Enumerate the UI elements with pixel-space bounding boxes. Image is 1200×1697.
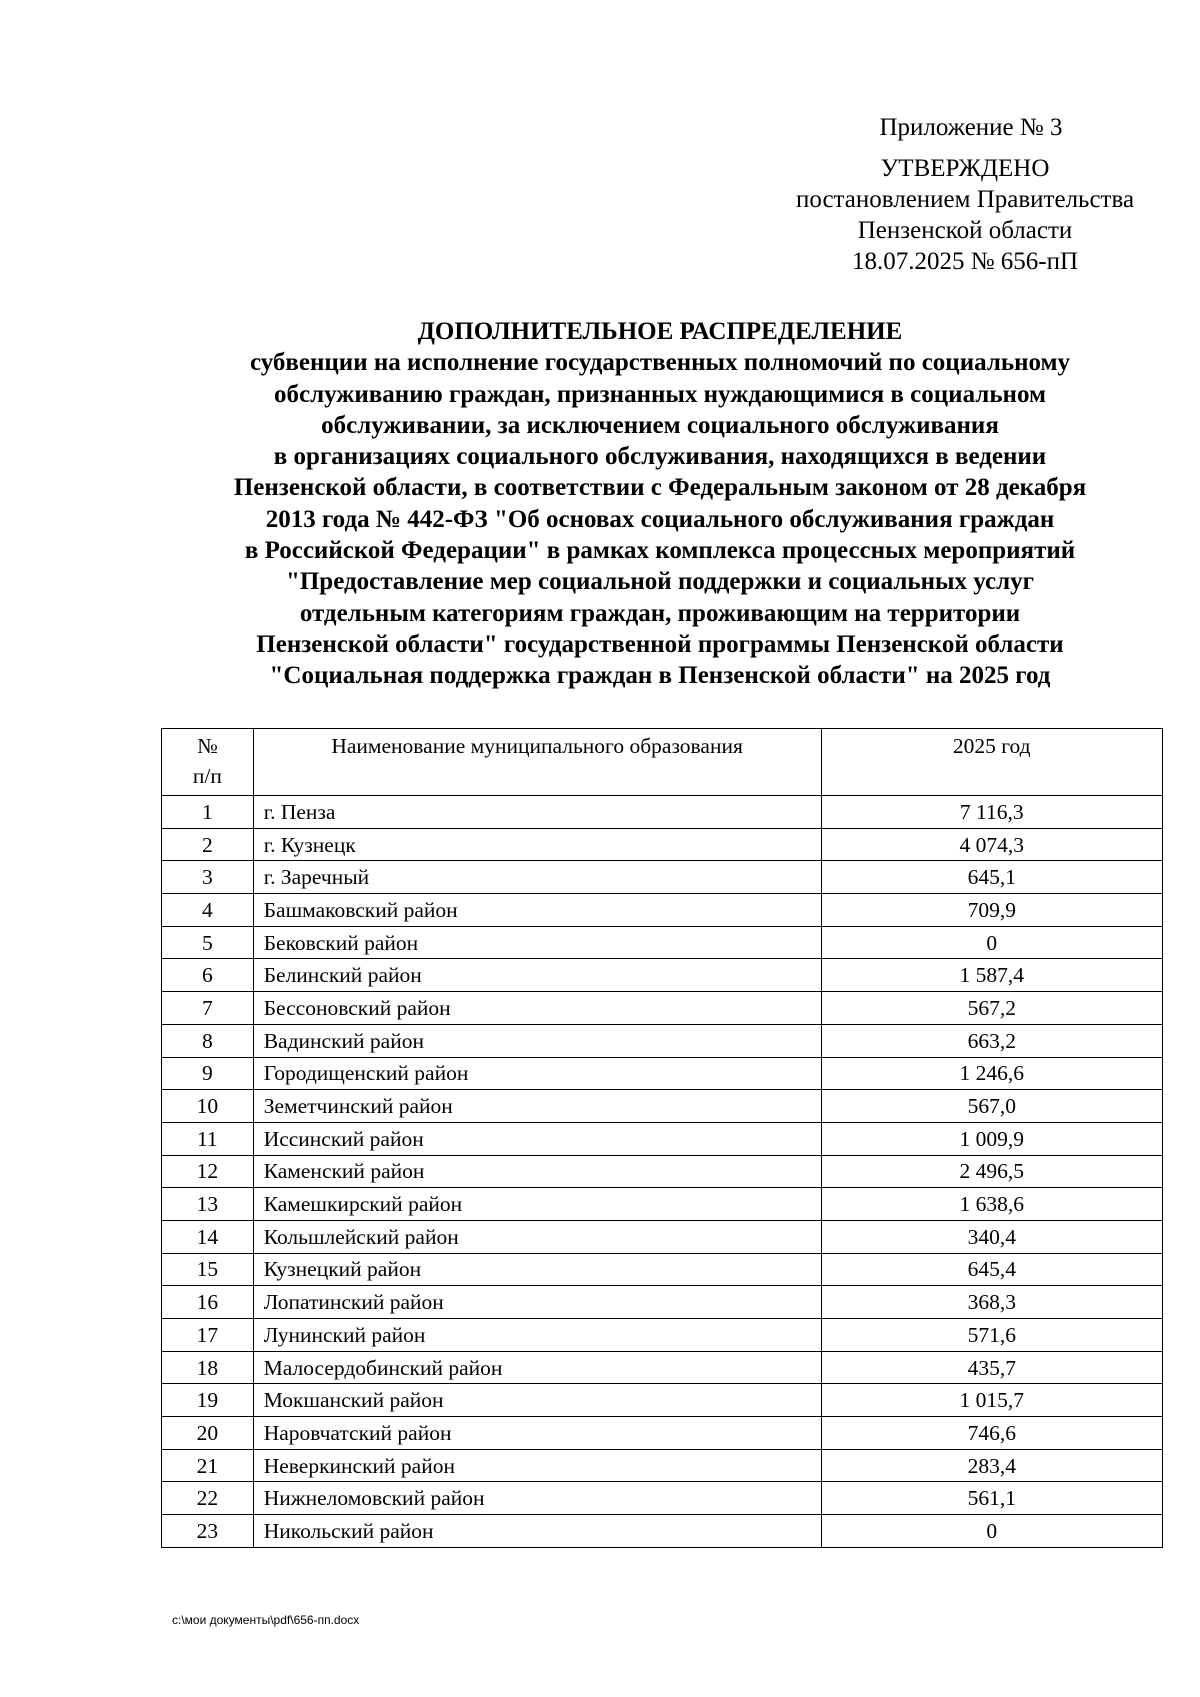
municipality-name: Кольшлейский район [253,1220,821,1253]
subvention-amount: 1 015,7 [821,1384,1162,1417]
municipality-name: Кузнецкий район [253,1253,821,1286]
table-body [162,796,1163,1548]
subvention-amount: 663,2 [821,1024,1162,1057]
approved-by-line: постановлением Правительства [795,186,1135,213]
municipality-name: Вадинский район [253,1024,821,1057]
subvention-amount: 2 496,5 [821,1155,1162,1188]
table-row [162,1319,1163,1352]
annex-number: Приложение № 3 [879,114,1063,141]
subvention-amount: 0 [821,1515,1162,1548]
subvention-amount: 1 587,4 [821,959,1162,992]
table-row [162,1188,1163,1221]
subvention-amount: 4 074,3 [821,828,1162,861]
row-number: 6 [162,959,254,992]
row-number: 16 [162,1286,254,1319]
approved-date-number: 18.07.2025 № 656-пП [851,248,1079,275]
municipality-name: Бековский район [253,926,821,959]
header-number-symbol: № [197,734,218,758]
title-line: обслуживанию граждан, признанных нуждающимися в социальном [273,380,1046,408]
row-number: 15 [162,1253,254,1286]
row-number: 11 [162,1122,254,1155]
table-row [162,894,1163,927]
approved-stamp: УТВЕРЖДЕНО [880,155,1050,182]
title-line: 2013 года № 442-ФЗ "Об основах социального обслуживания граждан [265,505,1055,533]
municipality-name: Земетчинский район [253,1090,821,1123]
subvention-amount: 0 [821,926,1162,959]
row-number: 17 [162,1319,254,1352]
municipality-name: Нижнеломовский район [253,1482,821,1515]
municipality-name: Бессоновский район [253,992,821,1025]
row-number: 22 [162,1482,254,1515]
municipality-name: Неверкинский район [253,1449,821,1482]
subvention-amount: 571,6 [821,1319,1162,1352]
row-number: 5 [162,926,254,959]
table-row [162,828,1163,861]
table-header-row [162,729,1163,796]
subvention-amount: 645,1 [821,861,1162,894]
table-row [162,992,1163,1025]
subvention-amount: 340,4 [821,1220,1162,1253]
table-row [162,1253,1163,1286]
municipality-name: Лопатинский район [253,1286,821,1319]
row-number: 13 [162,1188,254,1221]
row-number: 8 [162,1024,254,1057]
table-row [162,1057,1163,1090]
subvention-amount: 709,9 [821,894,1162,927]
header-year: 2025 год [821,729,1162,796]
table-row [162,1220,1163,1253]
subvention-amount: 7 116,3 [821,796,1162,829]
table-row [162,1122,1163,1155]
title-line: обслуживании, за исключением социального обслуживания [321,411,999,439]
municipality-name: Малосердобинский район [253,1351,821,1384]
table-row [162,959,1163,992]
municipality-name: Мокшанский район [253,1384,821,1417]
table-row [162,1417,1163,1450]
subvention-amount: 561,1 [821,1482,1162,1515]
table-row [162,1090,1163,1123]
municipality-name: Наровчатский район [253,1417,821,1450]
row-number: 12 [162,1155,254,1188]
row-number: 14 [162,1220,254,1253]
distribution-table [161,728,1163,1548]
subvention-amount: 567,2 [821,992,1162,1025]
table-row [162,926,1163,959]
table-row [162,1286,1163,1319]
subvention-amount: 368,3 [821,1286,1162,1319]
municipality-name: Иссинский район [253,1122,821,1155]
table-row [162,1024,1163,1057]
title-line: в Российской Федерации" в рамках комплекса процессных мероприятий [244,537,1076,565]
table-row [162,1155,1163,1188]
title-line: "Предоставление мер социальной поддержки и социальных услуг [285,568,1035,596]
municipality-name: г. Заречный [253,861,821,894]
row-number: 23 [162,1515,254,1548]
table-row [162,1351,1163,1384]
row-number: 3 [162,861,254,894]
subvention-amount: 1 246,6 [821,1057,1162,1090]
subvention-amount: 1 638,6 [821,1188,1162,1221]
title-line: субвенции на исполнение государственных полномочий по социальному [249,349,1071,377]
header-municipality: Наименование муниципального образования [253,729,821,796]
title-line: в организациях социального обслуживания, находящихся в ведении [273,443,1047,471]
row-number: 20 [162,1417,254,1450]
title-line: Пензенской области, в соответствии с Федеральным законом от 28 декабря [233,474,1087,502]
title-main: ДОПОЛНИТЕЛЬНОЕ РАСПРЕДЕЛЕНИЕ [417,318,903,345]
table-row [162,796,1163,829]
subvention-amount: 283,4 [821,1449,1162,1482]
row-number: 2 [162,828,254,861]
subvention-amount: 567,0 [821,1090,1162,1123]
table-row [162,1482,1163,1515]
approved-region-line: Пензенской области [857,217,1073,244]
municipality-name: Белинский район [253,959,821,992]
document-title [130,316,1190,692]
municipality-name: Камешкирский район [253,1188,821,1221]
subvention-amount: 435,7 [821,1351,1162,1384]
municipality-name: Каменский район [253,1155,821,1188]
approval-block [700,112,1200,277]
row-number: 7 [162,992,254,1025]
title-line: Пензенской области" государственной программы Пензенской области [256,630,1064,658]
municipality-name: г. Кузнецк [253,828,821,861]
row-number: 9 [162,1057,254,1090]
subvention-amount: 746,6 [821,1417,1162,1450]
title-line: отдельным категориям граждан, проживающим на территории [299,599,1021,627]
title-line: "Социальная поддержка граждан в Пензенской области" на 2025 год [269,662,1051,690]
table-row [162,1515,1163,1548]
row-number: 10 [162,1090,254,1123]
table-row [162,1449,1163,1482]
row-number: 1 [162,796,254,829]
municipality-name: Лунинский район [253,1319,821,1352]
subvention-amount: 1 009,9 [821,1122,1162,1155]
municipality-name: Башмаковский район [253,894,821,927]
header-number [162,729,254,796]
file-path: c:\мои документы\pdf\656-пп.docx [172,1613,360,1627]
row-number: 19 [162,1384,254,1417]
municipality-name: г. Пенза [253,796,821,829]
municipality-name: Городищенский район [253,1057,821,1090]
subvention-amount: 645,4 [821,1253,1162,1286]
row-number: 18 [162,1351,254,1384]
table-row [162,1384,1163,1417]
row-number: 4 [162,894,254,927]
table-row [162,861,1163,894]
municipality-name: Никольский район [253,1515,821,1548]
row-number: 21 [162,1449,254,1482]
header-number-abbr: п/п [192,764,222,788]
